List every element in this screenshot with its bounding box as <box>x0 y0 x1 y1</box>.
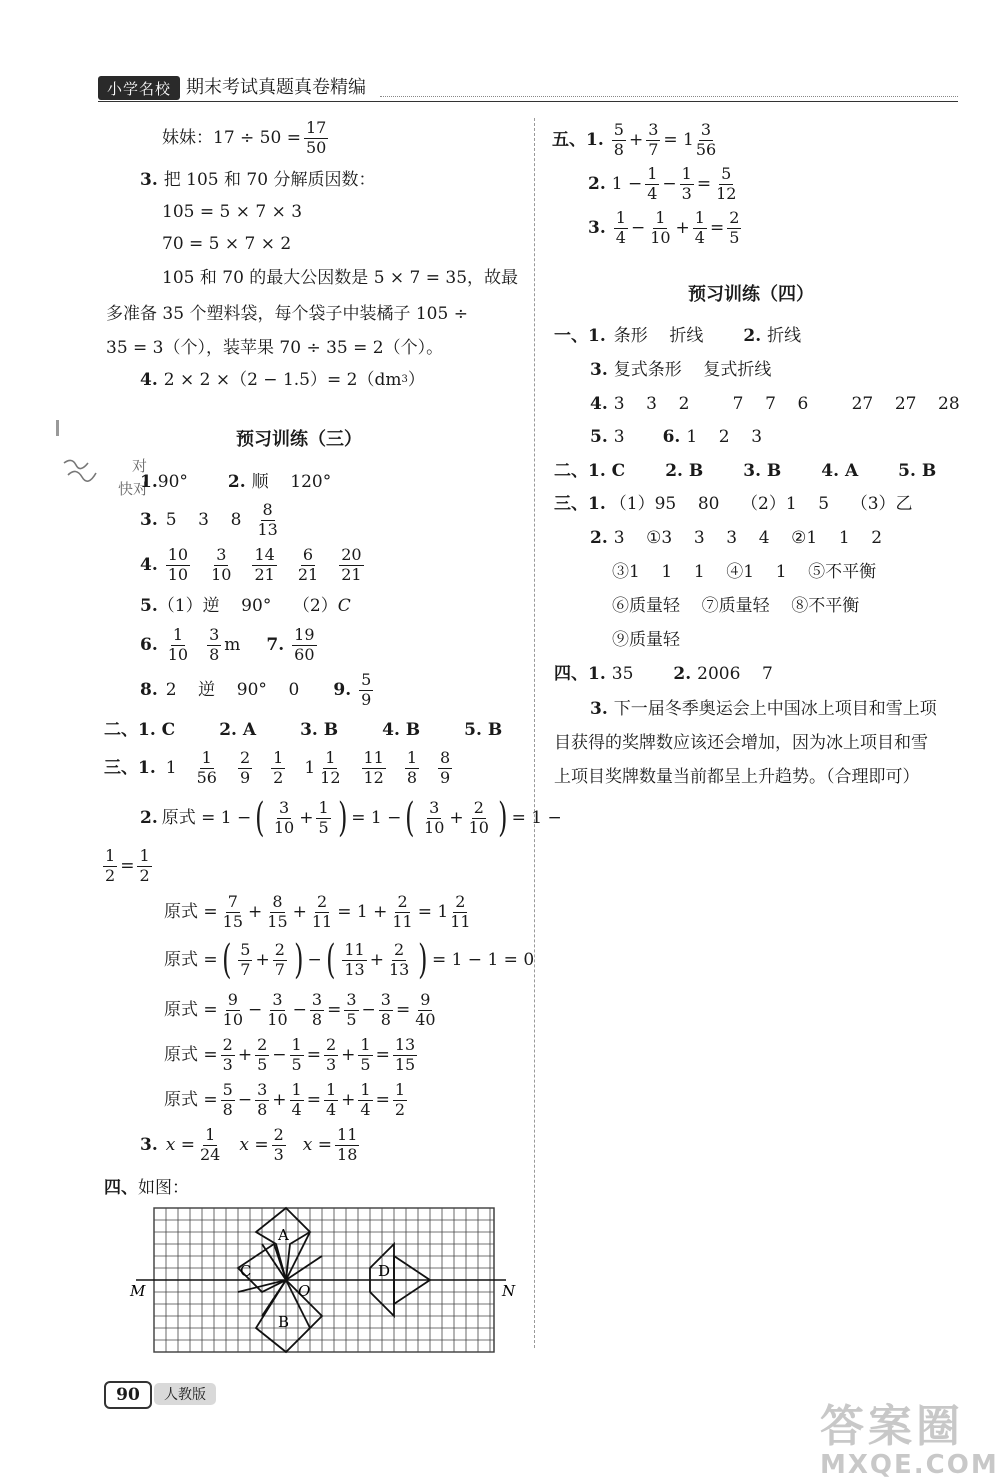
answer-line: 3. 5 3 8 8 13 <box>140 499 278 539</box>
answer-line: 3. x = $\frac{1}{24}$ x = $\frac{2}{3}$ x = $\frac{11}{18}$ <box>140 1124 358 1164</box>
answer-line: 妹妹：17 ÷ 50 = $\frac{17}{50}$ <box>162 117 327 157</box>
label-c: C <box>240 1262 252 1280</box>
answer-line: 五、 1. 5 8 + $\frac{3}{7}$ = 1 3 56 <box>552 119 717 159</box>
answer-line: 多准备 35 个塑料袋，每个袋子中装橘子 105 ÷ <box>106 303 468 324</box>
answer-line: 原式 = ( 5 7 + $\frac{2}{7}$ ) − ( 11 13 + $\frac{2}{13}$ ) = 1 − 1 = 0 <box>164 937 535 983</box>
answer-line: 4. 2 × 2 ×（2 − 1.5）= 2（dm 3 ） <box>140 369 425 390</box>
answer-line: 35 = 3（个），装苹果 70 ÷ 35 = 2（个）。 <box>106 337 444 358</box>
answer-line: 5. 3 6. 1 2 3 <box>590 426 763 447</box>
answer-line: 目获得的奖牌数应该还会增加，因为冰上项目和雪 <box>554 732 928 753</box>
answer-line: $\frac{1}{2}$ = $\frac{1}{2}$ <box>105 845 150 885</box>
answer-line: 1. 90° 2. 顺 120° <box>140 471 332 492</box>
answer-line: 二、 1. C 2. B 3. B 4. A 5. B <box>554 460 937 481</box>
answer-line: ⑨质量轻 <box>612 629 680 650</box>
answer-line: ⑥质量轻 ⑦质量轻 ⑧不平衡 <box>612 595 860 616</box>
answer-line: 105 = 5 × 7 × 3 <box>162 201 303 222</box>
answer-line: 原式 = $\frac{7}{15}$ + $\frac{8}{15}$ + $\frac{2}{11}$ = 1 + $\frac{2}{11}$ = 1 2 11 <box>164 891 471 931</box>
answer-line: 三、 1. （1）95 80 （2）1 5 （3）乙 <box>554 493 913 514</box>
section-title: 预习训练（三） <box>236 429 362 450</box>
handwritten-note: 快对 <box>118 480 149 498</box>
answer-line: 4. 3 3 2 7 7 6 27 27 28 <box>590 393 960 414</box>
answer-line: 二、 1. C 2. A 3. B 4. B 5. B <box>104 719 503 740</box>
answer-line: 105 和 70 的最大公因数是 5 × 7 = 35，故最 <box>162 267 519 288</box>
section-title: 预习训练（四） <box>688 284 814 305</box>
answer-line: 上项目奖牌数量当前都呈上升趋势。（合理即可） <box>554 766 920 787</box>
series-badge: 小学名校 <box>98 76 180 100</box>
label-n: N <box>502 1282 516 1300</box>
symmetry-figure <box>128 1200 528 1360</box>
answer-line: 四、 如图： <box>104 1177 189 1198</box>
answer-line: 原式 = $\frac{2}{3}$ + $\frac{2}{5}$ − $\frac{1}{5}$ = $\frac{2}{3}$ + $\frac{1}{5}$ = $\frac{13}{15}$ <box>164 1034 416 1074</box>
book-title: 期末考试真题真卷精编 <box>186 77 366 98</box>
page-number: 90 <box>104 1381 152 1409</box>
answer-line: 原式 = $\frac{9}{10}$ − $\frac{3}{10}$ − $\frac{3}{8}$ = $\frac{3}{5}$ − $\frac{3}{8}$ = $\frac{9}{40}$ <box>164 989 436 1029</box>
margin-mark <box>56 420 59 436</box>
answer-line: 2. 原式 = 1 − ( 3 10 + $\frac{1}{5}$ ) = 1 − ( 3 10 + $\frac{2}{10}$ ) = 1 − <box>140 795 562 841</box>
answer-line: 4. 10 10 3 10 14 21 6 21 20 21 <box>140 544 362 584</box>
answer-line: 8. 2 逆 90° 0 9. 5 9 <box>140 669 372 709</box>
label-m: M <box>130 1282 146 1300</box>
answer-line: 2. 1 − $\frac{1}{4}$ − $\frac{1}{3}$ = $\frac{5}{12}$ <box>588 163 737 203</box>
answer-line: 四、 1. 35 2. 2006 7 <box>554 663 773 684</box>
answer-line: 3. 把 105 和 70 分解质因数： <box>140 169 376 190</box>
handwritten-note: 对 <box>132 457 148 475</box>
answer-line: 原式 = $\frac{5}{8}$ − $\frac{3}{8}$ + $\frac{1}{4}$ = $\frac{1}{4}$ + $\frac{1}{4}$ = $\frac{1}{2}$ <box>164 1079 406 1119</box>
answer-line: 3. 复式条形 复式折线 <box>590 359 772 380</box>
header-rule <box>98 101 958 102</box>
answer-line: 2. 3 ①3 3 3 4 ②1 1 2 <box>590 527 883 548</box>
label-d: D <box>378 1262 391 1280</box>
label-o: O <box>298 1282 311 1300</box>
answer-line: 70 = 5 × 7 × 2 <box>162 233 292 254</box>
answer-line: 一、 1. 条形 折线 2. 折线 <box>554 325 802 346</box>
answer-line: 6. 1 10 3 8 m 7. 19 60 <box>140 624 315 664</box>
handwritten-scribble <box>62 455 98 489</box>
answer-line: ③1 1 1 ④1 1 ⑤不平衡 <box>612 561 877 582</box>
header-dotted-rule <box>380 96 958 97</box>
answer-line: 三、 1. 1 1 56 2 9 1 2 1 1 12 11 12 1 8 8 9 <box>104 747 451 787</box>
answer-line: 5. （1）逆 90° （2） C <box>140 595 351 616</box>
label-b: B <box>278 1313 290 1331</box>
column-divider <box>534 118 535 1348</box>
answer-line: 3. 下一届冬季奥运会上中国冰上项目和雪上项 <box>590 698 937 719</box>
watermark: 答案圈 MXQE.COM <box>820 1401 999 1480</box>
label-a: A <box>278 1226 289 1244</box>
answer-line: 3. 1 4 − $\frac{1}{10}$ + $\frac{1}{4}$ = $\frac{2}{5}$ <box>588 207 740 247</box>
edition-badge: 人教版 <box>154 1383 216 1405</box>
